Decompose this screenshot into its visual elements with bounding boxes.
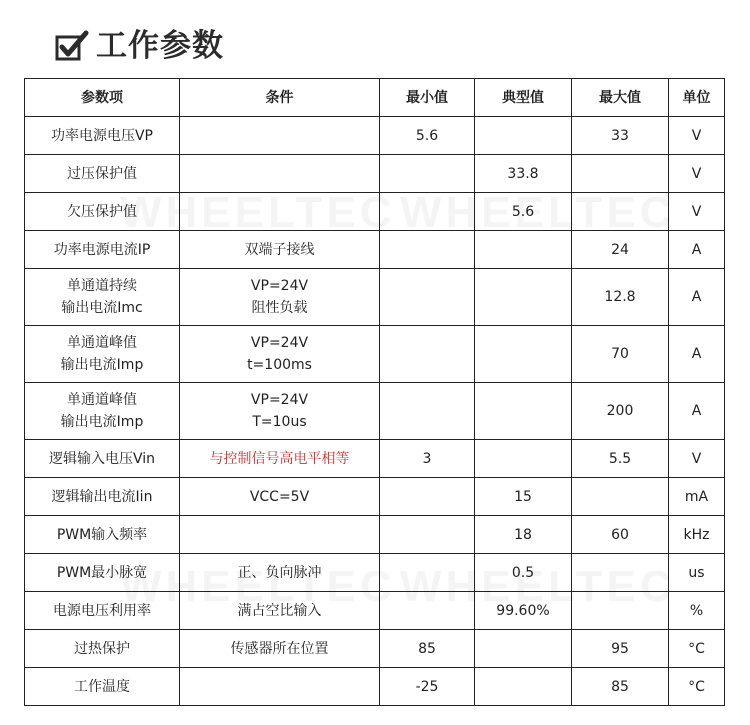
condition-cell <box>180 554 380 592</box>
min-cell <box>380 554 475 592</box>
unit-cell: V <box>669 440 725 478</box>
min-cell: 85 <box>380 630 475 668</box>
param-cell-line: PWM最小脉宽 <box>56 564 148 581</box>
unit-cell: kHz <box>669 516 725 554</box>
max-cell: 60 <box>572 516 669 554</box>
param-cell <box>25 155 180 193</box>
condition-cell <box>180 478 380 516</box>
condition-cell <box>180 269 380 326</box>
condition-cell-line: VP=24V <box>250 392 309 408</box>
unit-cell: A <box>669 383 725 440</box>
typical-cell: 33.8 <box>475 155 572 193</box>
param-cell <box>25 592 180 630</box>
max-cell: 85 <box>572 668 669 706</box>
max-cell: 33 <box>572 117 669 155</box>
min-cell: 3 <box>380 440 475 478</box>
param-cell-line: 单通道峰值 <box>67 335 137 351</box>
table-row <box>25 630 725 668</box>
min-cell <box>380 326 475 383</box>
min-cell: -25 <box>380 668 475 706</box>
param-cell <box>25 554 180 592</box>
condition-cell-line: 正、负向脉冲 <box>237 564 322 581</box>
min-cell <box>380 193 475 231</box>
max-cell <box>572 592 669 630</box>
min-cell <box>380 516 475 554</box>
param-cell-line: 功率电源电压VP <box>50 127 154 144</box>
condition-cell <box>180 440 380 478</box>
min-cell <box>380 269 475 326</box>
max-cell: 70 <box>572 326 669 383</box>
condition-cell <box>180 117 380 155</box>
param-cell <box>25 269 180 326</box>
condition-cell-line: 双端子接线 <box>244 241 315 258</box>
condition-cell <box>180 326 380 383</box>
condition-cell-line: T=10us <box>252 414 307 430</box>
param-cell-line: 逻辑输出电流Iin <box>51 488 153 505</box>
section-title: 工作参数 <box>96 28 224 64</box>
typical-cell <box>475 231 572 269</box>
min-cell <box>380 231 475 269</box>
condition-cell <box>180 231 380 269</box>
typical-cell: 99.60% <box>475 592 572 630</box>
section-heading <box>55 26 224 66</box>
unit-cell: us <box>669 554 725 592</box>
param-cell-line: 输出电流Imp <box>60 414 144 430</box>
typical-cell <box>475 269 572 326</box>
column-header-param: 参数项 <box>25 79 180 117</box>
column-header-unit: 单位 <box>669 79 725 117</box>
typical-cell <box>475 630 572 668</box>
column-header-max: 最大值 <box>572 79 669 117</box>
max-cell: 95 <box>572 630 669 668</box>
min-cell <box>380 383 475 440</box>
typical-cell <box>475 117 572 155</box>
max-cell <box>572 478 669 516</box>
table-row <box>25 383 725 440</box>
typical-cell <box>475 326 572 383</box>
typical-cell: 15 <box>475 478 572 516</box>
table-header-row <box>25 79 725 117</box>
typical-cell <box>475 440 572 478</box>
table-row <box>25 478 725 516</box>
unit-cell: °C <box>669 668 725 706</box>
condition-cell <box>180 630 380 668</box>
max-cell: 5.5 <box>572 440 669 478</box>
param-cell-line: 输出电流Imc <box>61 300 143 316</box>
condition-cell-line: 传感器所在位置 <box>230 640 329 657</box>
max-cell <box>572 193 669 231</box>
param-cell <box>25 668 180 706</box>
param-cell-line: 过压保护值 <box>67 165 137 182</box>
param-cell <box>25 440 180 478</box>
column-header-min: 最小值 <box>380 79 475 117</box>
max-cell: 24 <box>572 231 669 269</box>
condition-cell-line: 与控制信号高电平相等 <box>209 450 350 467</box>
table-row <box>25 668 725 706</box>
condition-cell-line: t=100ms <box>247 357 312 373</box>
table-row <box>25 193 725 231</box>
condition-cell-line: VP=24V <box>250 335 309 351</box>
param-cell-line: 单通道持续 <box>67 278 137 294</box>
condition-cell-line: VP=24V <box>250 278 309 294</box>
max-cell: 200 <box>572 383 669 440</box>
param-cell <box>25 383 180 440</box>
unit-cell: % <box>669 592 725 630</box>
table-row <box>25 117 725 155</box>
condition-cell <box>180 383 380 440</box>
param-cell <box>25 193 180 231</box>
table-row <box>25 516 725 554</box>
unit-cell: A <box>669 231 725 269</box>
max-cell: 12.8 <box>572 269 669 326</box>
min-cell <box>380 592 475 630</box>
unit-cell: V <box>669 193 725 231</box>
param-cell-line: 欠压保护值 <box>67 203 137 220</box>
condition-cell <box>180 193 380 231</box>
table-row <box>25 155 725 193</box>
condition-cell-line: 满占空比输入 <box>237 602 322 619</box>
param-cell-line: 工作温度 <box>74 678 130 695</box>
param-cell-line: 过热保护 <box>74 640 130 657</box>
param-cell-line: PWM输入频率 <box>56 526 148 543</box>
table-row <box>25 231 725 269</box>
table-row <box>25 592 725 630</box>
unit-cell: A <box>669 326 725 383</box>
unit-cell: A <box>669 269 725 326</box>
min-cell <box>380 155 475 193</box>
typical-cell <box>475 383 572 440</box>
unit-cell: mA <box>669 478 725 516</box>
param-cell <box>25 117 180 155</box>
table-row <box>25 326 725 383</box>
typical-cell: 18 <box>475 516 572 554</box>
param-cell <box>25 478 180 516</box>
condition-cell <box>180 668 380 706</box>
max-cell <box>572 155 669 193</box>
param-cell-line: 单通道峰值 <box>67 392 137 408</box>
param-cell <box>25 630 180 668</box>
table-row <box>25 554 725 592</box>
min-cell <box>380 478 475 516</box>
checkbox-checked-icon <box>55 29 89 63</box>
param-cell <box>25 516 180 554</box>
unit-cell: V <box>669 155 725 193</box>
param-cell <box>25 326 180 383</box>
param-cell-line: 电源电压利用率 <box>53 602 151 619</box>
unit-cell: °C <box>669 630 725 668</box>
max-cell <box>572 554 669 592</box>
typical-cell <box>475 668 572 706</box>
param-cell-line: 逻辑输入电压Vin <box>48 450 156 467</box>
param-cell-line: 功率电源电流IP <box>53 241 151 258</box>
table-body <box>25 117 725 706</box>
parameters-table <box>24 78 725 706</box>
column-header-typical: 典型值 <box>475 79 572 117</box>
param-cell <box>25 231 180 269</box>
condition-cell <box>180 155 380 193</box>
table-row <box>25 269 725 326</box>
typical-cell: 0.5 <box>475 554 572 592</box>
condition-cell <box>180 592 380 630</box>
condition-cell <box>180 516 380 554</box>
unit-cell: V <box>669 117 725 155</box>
typical-cell: 5.6 <box>475 193 572 231</box>
condition-cell-line: 阻性负载 <box>251 300 308 316</box>
min-cell: 5.6 <box>380 117 475 155</box>
param-cell-line: 输出电流Imp <box>60 357 144 373</box>
table-row <box>25 440 725 478</box>
condition-cell-line: VCC=5V <box>249 488 310 505</box>
column-header-condition: 条件 <box>180 79 380 117</box>
